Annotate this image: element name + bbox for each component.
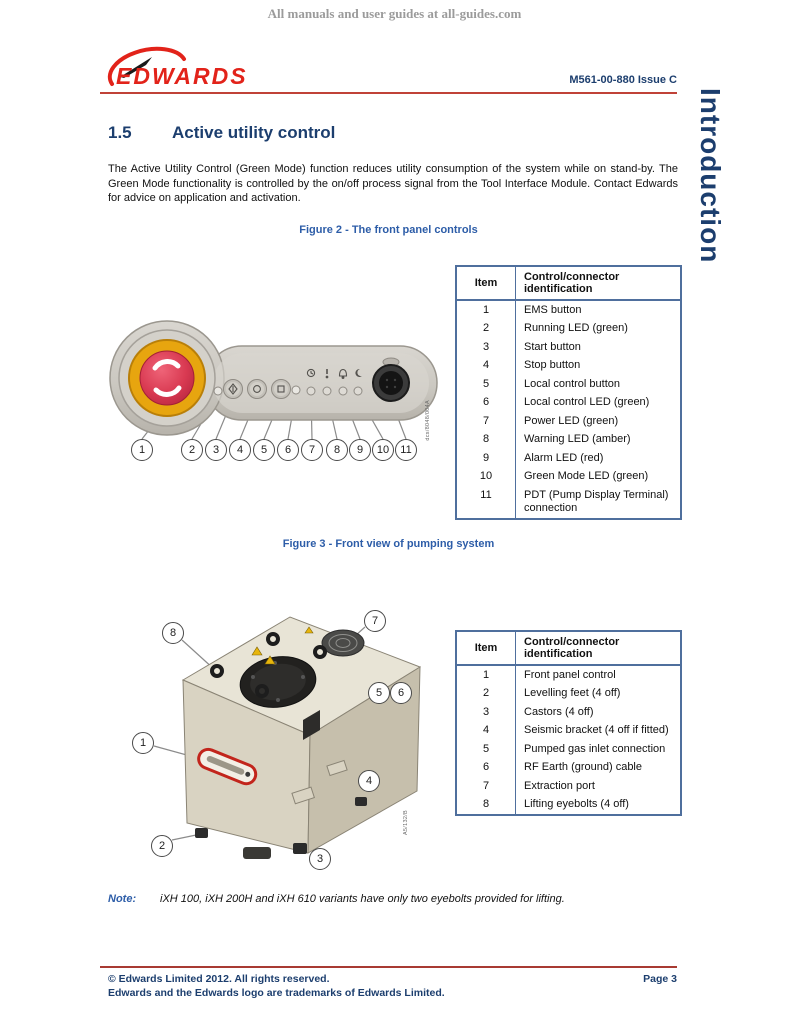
item-label: Levelling feet (4 off) [524, 687, 621, 699]
figure2-caption: Figure 2 - The front panel controls [299, 224, 478, 236]
fig3-drawing-ref: A5/132/B [403, 810, 409, 836]
item-label: Local control button [524, 377, 621, 390]
col-header-identification: Control/connector identification [516, 266, 682, 300]
item-num: 2 [456, 685, 516, 704]
callout-number: 11 [400, 444, 412, 456]
fig2-callout-10 [372, 439, 394, 461]
callout-number: 3 [212, 444, 220, 456]
item-label: Castors (4 off) [524, 705, 594, 718]
callout-number: 9 [356, 444, 364, 456]
callout-number: 6 [397, 687, 405, 699]
fig2-callout-6 [277, 439, 299, 461]
table-header-row [456, 266, 681, 300]
item-num: 8 [456, 431, 516, 450]
table-row [456, 740, 681, 759]
table-row [456, 777, 681, 796]
item-label: PDT (Pump Display Terminal) connection [524, 488, 669, 514]
callout-number: 6 [284, 444, 292, 456]
table-row [456, 300, 681, 320]
table-row [456, 796, 681, 816]
fig3-callout-5 [368, 682, 390, 704]
table-row [456, 412, 681, 431]
col-header-item: Item [456, 266, 516, 300]
table-row [456, 468, 681, 487]
item-num: 5 [456, 375, 516, 394]
footer-rule [100, 966, 677, 968]
callout-number: 1 [138, 444, 146, 456]
item-label: RF Earth (ground) cable [524, 761, 642, 773]
table-row [456, 486, 681, 519]
col-header-item: Item [456, 631, 516, 665]
footer-page-number: Page 3 [643, 973, 677, 985]
item-num: 4 [456, 357, 516, 376]
table-row [456, 357, 681, 376]
table-row [456, 394, 681, 413]
callout-number: 7 [371, 615, 379, 627]
note-text: iXH 100, iXH 200H and iXH 610 variants have only two eyebolts provided for lifting. [160, 893, 565, 905]
item-label: Running LED (green) [524, 322, 628, 334]
callout-number: 5 [375, 687, 383, 699]
footer-copyright: © Edwards Limited 2012. All rights reserved. [108, 973, 330, 985]
fig2-drawing-ref: dcs/8048/004A [425, 400, 431, 441]
watermark-text: All manuals and user guides at all-guides.com [267, 6, 522, 21]
table-row [456, 338, 681, 357]
table-row [456, 375, 681, 394]
table-row [456, 431, 681, 450]
header-rule [100, 92, 677, 94]
table-row [456, 703, 681, 722]
footer-trademark: Edwards and the Edwards logo are trademarks of Edwards Limited. [108, 987, 445, 999]
section-title: Active utility control [172, 123, 336, 142]
item-label: Local control LED (green) [524, 396, 650, 408]
item-label: Start button [524, 340, 581, 353]
item-num: 2 [456, 320, 516, 339]
item-num: 3 [456, 338, 516, 357]
item-label: Power LED (green) [524, 414, 619, 427]
section-number: 1.5 [108, 123, 132, 142]
item-label: EMS button [524, 303, 582, 316]
item-label: Warning LED (amber) [524, 433, 631, 445]
figure2-front-panel [105, 315, 450, 470]
item-num: 3 [456, 703, 516, 722]
item-num: 9 [456, 449, 516, 468]
item-num: 6 [456, 759, 516, 778]
fig2-callout-1 [131, 439, 153, 461]
table-row [456, 449, 681, 468]
fig2-callout-8 [326, 439, 348, 461]
item-label: Green Mode LED (green) [524, 470, 649, 482]
table-row [456, 759, 681, 778]
figure2-table [455, 265, 682, 520]
item-label: Pumped gas inlet connection [524, 742, 666, 755]
table-header-row [456, 631, 681, 665]
callout-number: 2 [188, 444, 196, 456]
fig3-callout-6 [390, 682, 412, 704]
figure3-pump-view [115, 585, 445, 880]
table-row [456, 320, 681, 339]
table-row [456, 685, 681, 704]
fig3-callout-3 [309, 848, 331, 870]
item-num: 11 [456, 486, 516, 519]
fig2-callout-4 [229, 439, 251, 461]
callout-number: 7 [308, 444, 316, 456]
callout-number: 4 [365, 775, 373, 787]
fig2-callout-7 [301, 439, 323, 461]
item-num: 7 [456, 412, 516, 431]
fig3-callout-8 [162, 622, 184, 644]
item-label: Seismic bracket (4 off if fitted) [524, 724, 669, 736]
edwards-logo-text: EDWARDS [116, 63, 248, 89]
chapter-side-label: Introduction [695, 88, 726, 264]
table-row [456, 722, 681, 741]
fig2-callout-2 [181, 439, 203, 461]
item-label: Front panel control [524, 668, 616, 681]
section-body: The Active Utility Control (Green Mode) function reduces utility consumption of the system while on stand-by. The Green Mode functionality is controlled by the on/off process signal from the Tool Interface Module. Contact Edwards for advice on application and activation. [108, 163, 678, 204]
callout-number: 10 [376, 444, 390, 456]
callout-number: 4 [236, 444, 244, 456]
callout-number: 8 [169, 627, 177, 639]
item-label: Lifting eyebolts (4 off) [524, 798, 629, 810]
item-num: 8 [456, 796, 516, 816]
callout-number: 3 [316, 853, 324, 865]
callout-number: 2 [158, 840, 166, 852]
table-row [456, 665, 681, 685]
fig2-callout-9 [349, 439, 371, 461]
callout-number: 8 [333, 444, 341, 456]
item-num: 5 [456, 740, 516, 759]
item-num: 6 [456, 394, 516, 413]
col-header-identification: Control/connector identification [516, 631, 682, 665]
fig2-callout-11 [395, 439, 417, 461]
note-label: Note: [108, 893, 137, 905]
item-num: 10 [456, 468, 516, 487]
item-num: 1 [456, 665, 516, 685]
fig2-callout-3 [205, 439, 227, 461]
figure3-caption: Figure 3 - Front view of pumping system [282, 538, 495, 550]
item-label: Extraction port [524, 779, 595, 792]
item-num: 7 [456, 777, 516, 796]
callout-number: 1 [139, 737, 147, 749]
fig2-callout-5 [253, 439, 275, 461]
item-label: Stop button [524, 359, 581, 371]
fig3-callout-4 [358, 770, 380, 792]
item-label: Alarm LED (red) [524, 451, 604, 464]
document-number: M561-00-880 Issue C [569, 74, 677, 86]
edwards-logo [106, 46, 286, 92]
fig3-callout-2 [151, 835, 173, 857]
callout-number: 5 [260, 444, 268, 456]
fig3-callout-1 [132, 732, 154, 754]
item-num: 4 [456, 722, 516, 741]
fig3-callout-7 [364, 610, 386, 632]
item-num: 1 [456, 300, 516, 320]
figure3-table [455, 630, 682, 816]
